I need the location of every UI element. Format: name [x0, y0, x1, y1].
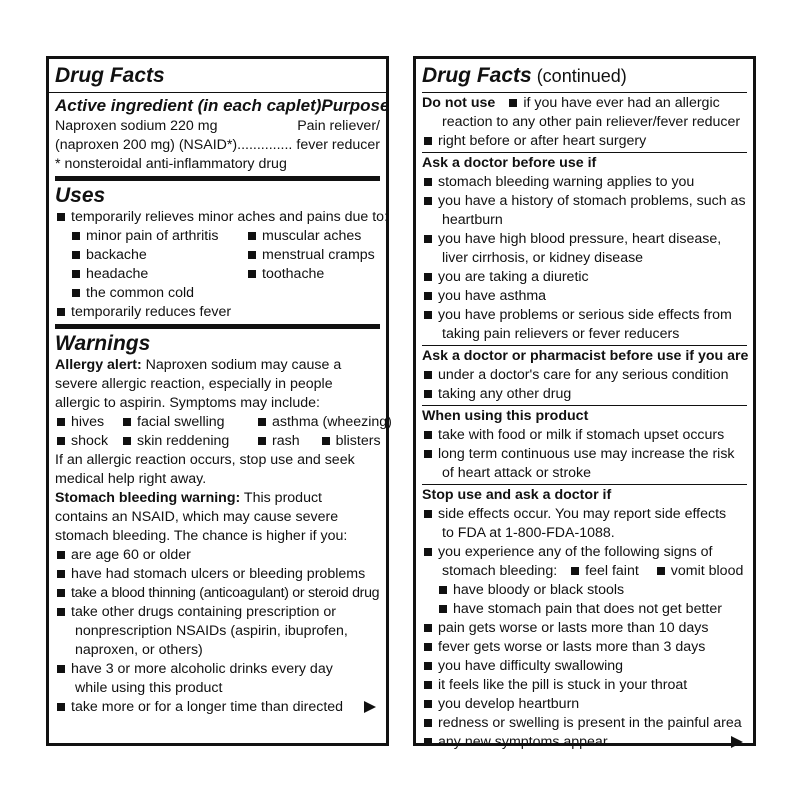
bullet-icon: [657, 567, 665, 575]
purpose-text-1: Pain reliever/: [297, 118, 380, 134]
continue-arrow-icon: [731, 736, 743, 748]
stop-use-text: have stomach pain that does not get better: [453, 601, 722, 617]
bullet-icon: [57, 608, 65, 616]
bullet-icon: [72, 232, 80, 240]
drug-facts-continued-title: [422, 63, 747, 89]
ask-doctor-item: [422, 287, 747, 306]
bullet-icon: [57, 570, 65, 578]
drug-facts-panel-right: [413, 56, 756, 750]
stop-use-text: redness or swelling is present in the painful area: [438, 715, 742, 731]
leader-dots: ..............: [237, 137, 293, 153]
stop-use-text: side effects occur. You may report side effects: [438, 506, 727, 522]
stop-use-sub-item: [422, 581, 747, 600]
symptom-item: [256, 413, 392, 432]
stop-use-cont: [422, 562, 747, 581]
active-line-2: [55, 136, 380, 155]
risk-item-last: [55, 698, 380, 717]
continued-title-section: [422, 59, 747, 93]
allergy-text: Naproxen sodium may cause a: [141, 357, 342, 373]
do-not-use-text: right before or after heart surgery: [438, 133, 647, 149]
risk-item-cont: nonprescription NSAIDs (aspirin, ibuprofen,: [75, 623, 348, 639]
active-ingredient-heading: Active ingredient (in each caplet): [55, 96, 322, 115]
bullet-icon: [424, 662, 432, 670]
ask-doctor-text: stomach bleeding warning applies to you: [438, 174, 695, 190]
stop-use-item: [422, 695, 747, 714]
bullet-icon: [72, 289, 80, 297]
ask-doctor-text: you are taking a diuretic: [438, 269, 589, 285]
uses-sub-text: the common cold: [86, 285, 195, 301]
bullet-icon: [424, 700, 432, 708]
bullet-icon: [72, 251, 80, 259]
purpose-heading: Purpose: [321, 96, 390, 115]
stop-use-item: [422, 657, 747, 676]
stop-use-cont: to FDA at 1-800-FDA-1088.: [442, 525, 615, 541]
bullet-icon: [424, 510, 432, 518]
ask-doctor-cont: liver cirrhosis, or kidney disease: [442, 250, 644, 266]
risk-text: are age 60 or older: [71, 547, 191, 563]
when-using-text: long term continuous use may increase the risk: [438, 446, 735, 462]
ask-pharmacist-text: under a doctor's care for any serious condition: [438, 367, 729, 383]
stop-use-item: [422, 505, 747, 524]
bullet-icon: [123, 418, 131, 426]
ask-doctor-text: you have a history of stomach problems, such as: [438, 193, 746, 209]
bullet-icon: [424, 197, 432, 205]
bullet-icon: [424, 450, 432, 458]
bullet-icon: [424, 719, 432, 727]
bullet-icon: [57, 437, 65, 445]
bullet-icon: [57, 589, 65, 597]
bullet-icon: [439, 605, 447, 613]
active-ingredient-section: [55, 59, 390, 181]
ask-doctor-item: [422, 173, 747, 192]
ask-pharmacist-title: Ask a doctor or pharmacist before use if you are: [422, 348, 749, 364]
ask-pharmacist-text: taking any other drug: [438, 386, 572, 402]
bullet-icon: [248, 251, 256, 259]
ask-doctor-item: [422, 230, 747, 249]
bullet-icon: [424, 371, 432, 379]
stop-use-item: [422, 543, 747, 562]
drug-facts-panel-left: [46, 56, 392, 746]
ask-pharmacist-item: [422, 385, 747, 404]
stop-use-text: pain gets worse or lasts more than 10 days: [438, 620, 709, 636]
stomach-warning-label: Stomach bleeding warning:: [55, 490, 241, 506]
ask-doctor-title: Ask a doctor before use if: [422, 155, 597, 171]
stop-use-text: any new symptoms appear: [438, 734, 608, 750]
stop-use-item: [422, 638, 747, 657]
stop-use-item: [422, 676, 747, 695]
purpose-text-2: fever reducer: [296, 137, 380, 153]
stop-use-title: Stop use and ask a doctor if: [422, 487, 612, 503]
bullet-icon: [57, 418, 65, 426]
when-using-item: [422, 426, 747, 445]
bullet-icon: [248, 232, 256, 240]
stop-use-text: have bloody or black stools: [453, 582, 625, 598]
risk-item-cont: naproxen, or others): [75, 642, 203, 658]
allergy-after-2: medical help right away.: [55, 471, 207, 487]
ask-doctor-section: [422, 153, 747, 346]
bullet-icon: [424, 643, 432, 651]
bullet-icon: [57, 703, 65, 711]
bullet-icon: [424, 390, 432, 398]
bullet-icon: [424, 624, 432, 632]
symptom-text: rash: [272, 433, 300, 449]
do-not-use-item: [422, 132, 747, 151]
stop-use-text: feel faint: [585, 563, 639, 579]
stop-use-text: stomach bleeding:: [442, 563, 558, 579]
continued-label: (continued): [531, 66, 627, 86]
risk-item: [55, 565, 380, 584]
stomach-line-2: contains an NSAID, which may cause severe: [55, 509, 339, 525]
bullet-icon: [123, 437, 131, 445]
bullet-icon: [424, 681, 432, 689]
uses-sub-text: headache: [86, 266, 149, 282]
stomach-text: This product: [240, 490, 323, 506]
bullet-icon: [424, 137, 432, 145]
uses-section: [55, 181, 389, 329]
do-not-use-label: Do not use: [422, 95, 496, 111]
symptom-item: [121, 413, 256, 432]
allergy-alert-label: Allergy alert:: [55, 357, 142, 373]
stop-use-text: you have difficulty swallowing: [438, 658, 624, 674]
nsaid-footnote: * nonsteroidal anti-inflammatory drug: [55, 156, 287, 172]
symptom-item: [256, 432, 392, 451]
bullet-icon: [439, 586, 447, 594]
do-not-use-cont: reaction to any other pain reliever/fever reducer: [442, 114, 741, 130]
stomach-line-1: [55, 489, 380, 508]
ask-doctor-text: you have problems or serious side effects from: [438, 307, 732, 323]
stop-use-sub-item: [422, 600, 747, 619]
risk-item-cont: while using this product: [75, 680, 223, 696]
continue-arrow-icon: [364, 701, 376, 713]
uses-sub-item: [246, 246, 380, 265]
stop-use-text: fever gets worse or lasts more than 3 days: [438, 639, 706, 655]
symptoms-list: [55, 413, 392, 451]
when-using-item: [422, 445, 747, 464]
bullet-icon: [258, 418, 266, 426]
uses-sub-text: muscular aches: [262, 228, 362, 244]
ask-doctor-item: [422, 192, 747, 211]
allergy-after-1: If an allergic reaction occurs, stop use and seek: [55, 452, 355, 468]
ask-doctor-text: you have high blood pressure, heart disease,: [438, 231, 722, 247]
stop-use-text: you experience any of the following signs of: [438, 544, 713, 560]
risk-item: [55, 584, 380, 603]
bullet-icon: [424, 235, 432, 243]
ask-pharmacist-section: [422, 346, 747, 406]
symptom-text: hives: [71, 414, 105, 430]
bullet-icon: [57, 551, 65, 559]
bullet-icon: [424, 738, 432, 746]
active-line-1: [55, 117, 380, 136]
symptom-item: [55, 413, 121, 432]
uses-sub-item: [70, 227, 246, 246]
bullet-icon: [509, 99, 517, 107]
bullet-icon: [424, 311, 432, 319]
uses-sub-item: [70, 284, 246, 303]
symptom-text: shock: [71, 433, 109, 449]
risk-text: have 3 or more alcoholic drinks every day: [71, 661, 333, 677]
drug-facts-title: Drug Facts: [49, 63, 386, 93]
risk-item: [55, 603, 380, 622]
do-not-use-line: [422, 94, 747, 113]
do-not-use-text: if you have ever had an allergic: [523, 95, 720, 111]
bullet-icon: [322, 437, 330, 445]
stomach-line-3: stomach bleeding. The chance is higher if you:: [55, 528, 348, 544]
when-using-title: When using this product: [422, 408, 589, 424]
bullet-icon: [424, 548, 432, 556]
ask-doctor-text: you have asthma: [438, 288, 547, 304]
bullet-icon: [57, 308, 65, 316]
bullet-icon: [248, 270, 256, 278]
stop-use-text: it feels like the pill is stuck in your throat: [438, 677, 688, 693]
uses-sub-item: [246, 227, 380, 246]
bullet-icon: [258, 437, 266, 445]
ask-doctor-item: [422, 268, 747, 287]
symptom-item: [121, 432, 256, 451]
stop-use-text: vomit blood: [670, 563, 744, 579]
uses-sub-text: toothache: [262, 266, 325, 282]
do-not-use-section: [422, 93, 747, 153]
active-ingredient-name: Naproxen sodium 220 mg: [55, 118, 218, 134]
when-using-section: [422, 406, 747, 485]
risk-item: [55, 546, 380, 565]
uses-sublist: [55, 227, 380, 303]
bullet-icon: [424, 292, 432, 300]
stop-use-section: [422, 485, 747, 753]
allergy-line-3: allergic to aspirin. Symptoms may include:: [55, 395, 320, 411]
active-ingredient-detail: (naproxen 200 mg) (NSAID*): [55, 137, 238, 153]
when-using-text: take with food or milk if stomach upset occurs: [438, 427, 725, 443]
risk-text: take other drugs containing prescription or: [71, 604, 336, 620]
uses-fever-text: temporarily reduces fever: [71, 304, 232, 320]
uses-sub-text: backache: [86, 247, 147, 263]
uses-sub-text: menstrual cramps: [262, 247, 375, 263]
symptom-text: skin reddening: [137, 433, 230, 449]
bullet-icon: [57, 213, 65, 221]
active-purpose-header: [55, 95, 390, 117]
symptom-text: blisters: [335, 433, 381, 449]
allergy-line-1: [55, 356, 380, 375]
ask-pharmacist-item: [422, 366, 747, 385]
bullet-icon: [57, 665, 65, 673]
ask-doctor-item: [422, 306, 747, 325]
risk-text: take more or for a longer time than directed: [71, 699, 344, 715]
ask-doctor-cont: taking pain relievers or fever reducers: [442, 326, 680, 342]
symptom-item: [55, 432, 121, 451]
allergy-line-2: severe allergic reaction, especially in people: [55, 376, 333, 392]
uses-item: [55, 303, 380, 322]
warnings-section: [55, 329, 392, 717]
bullet-icon: [571, 567, 579, 575]
stop-use-item: [422, 619, 747, 638]
title-text: Drug Facts: [422, 64, 532, 87]
bullet-icon: [424, 178, 432, 186]
when-using-cont: of heart attack or stroke: [442, 465, 592, 481]
stop-use-item: [422, 714, 747, 733]
risk-text: have had stomach ulcers or bleeding problems: [71, 566, 366, 582]
uses-title: Uses: [55, 184, 106, 207]
uses-item: [55, 208, 389, 227]
warnings-title: Warnings: [55, 332, 151, 355]
stop-use-text: you develop heartburn: [438, 696, 580, 712]
stop-use-item-last: [422, 733, 747, 752]
symptom-text: facial swelling: [137, 414, 225, 430]
uses-sub-item: [70, 265, 246, 284]
ask-doctor-cont: heartburn: [442, 212, 503, 228]
risk-text: take a blood thinning (anticoagulant) or steroid drug: [71, 585, 380, 601]
bullet-icon: [72, 270, 80, 278]
bullet-icon: [424, 273, 432, 281]
bullet-icon: [424, 431, 432, 439]
uses-sub-item: [70, 246, 246, 265]
uses-main-text: temporarily relieves minor aches and pains due to:: [71, 209, 389, 225]
uses-sub-item: [246, 265, 380, 284]
risk-item: [55, 660, 380, 679]
uses-sub-text: minor pain of arthritis: [86, 228, 219, 244]
symptom-text: asthma (wheezing): [272, 414, 392, 430]
